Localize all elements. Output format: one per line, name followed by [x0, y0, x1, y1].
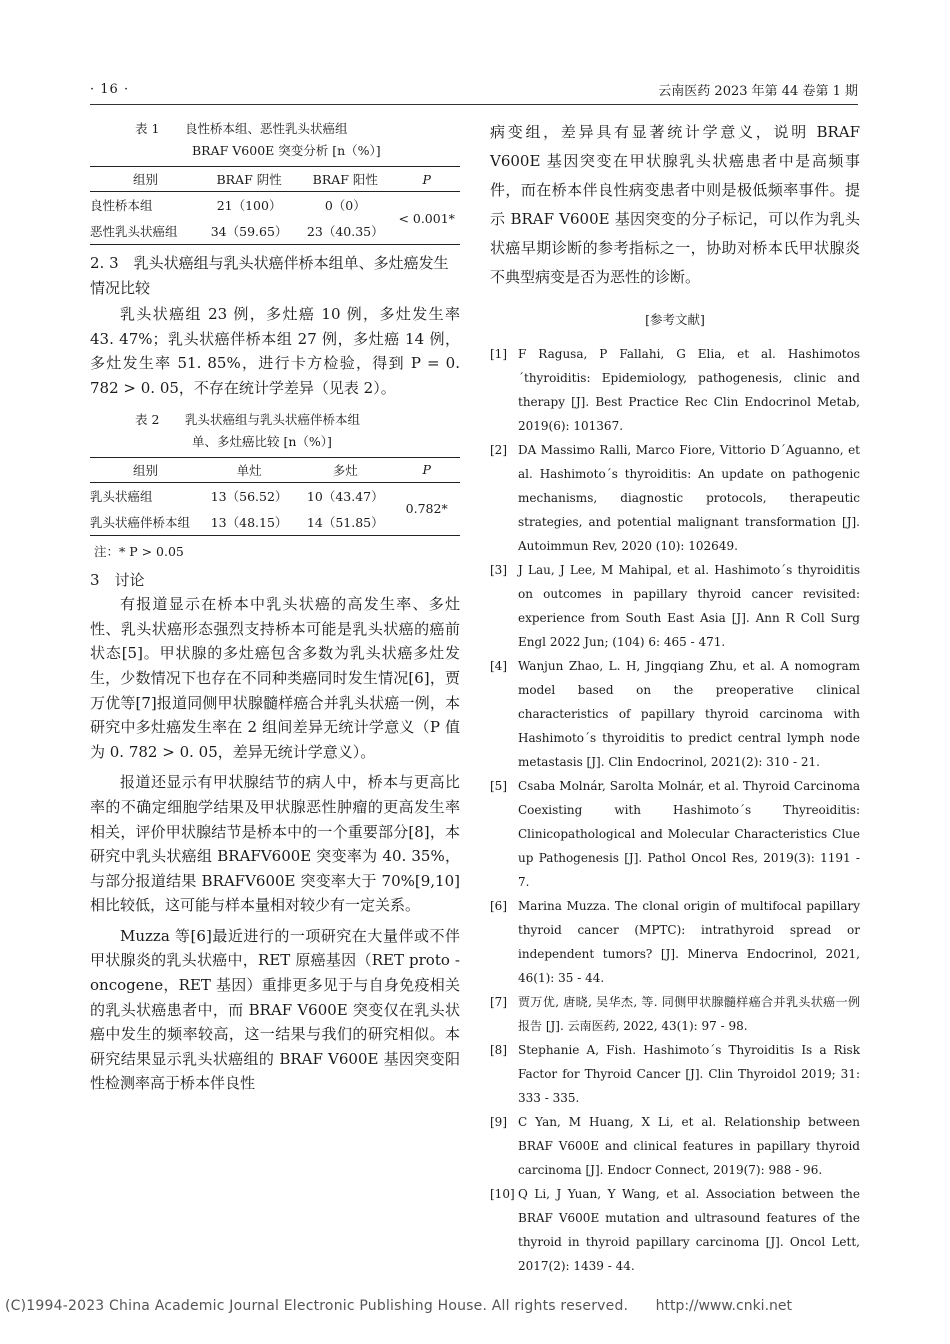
table2-col-header: 多灶 — [297, 457, 393, 482]
right-column — [490, 118, 860, 1278]
list-item — [490, 342, 860, 438]
reference-number: [5] — [490, 779, 507, 793]
copyright-footer: (C)1994-2023 China Academic Journal Electronic Publishing House. All rights reserved. — [5, 1298, 629, 1314]
left-column — [90, 118, 460, 1096]
table-cell: 0（0） — [324, 198, 366, 213]
reference-text: Csaba Molnár, Sarolta Molnár, et al. Thyroid Carcinoma Coexisting with Hashimoto´s Thyreoiditis: Clinicopathological and Molecular Characteristics Clue up Pathogenesis [J]. Pathol Oncol Res, 2019(3): 1191 - 7. — [518, 779, 860, 889]
table1-caption — [90, 118, 460, 162]
table1-p-value: < 0.001* — [393, 192, 460, 245]
discussion-paragraph-1: 有报道显示在桥本中乳头状癌的高发生率、多灶性、乳头状癌形态强烈支持桥本可能是乳头状癌的癌前状态[5]。甲状腺的多灶癌包含多数为乳头状癌多灶发生，少数情况下也存在不同种类癌同时发生情况[6]，贾万优等[7]报道同侧甲状腺髓样癌合并乳头状癌一例，本研究中多灶癌发生率在 2 组间差异无统计学意义（P 值为 0. 782 > 0. 05，差异无统计学意义）。 — [90, 595, 460, 761]
reference-text: C Yan, M Huang, X Li, et al. Relationship between BRAF V600E and clinical features in papillary thyroid carcinoma [J]. Endocr Connect, 2019(7): 988 - 96. — [518, 1115, 860, 1177]
reference-number: [2] — [490, 443, 507, 457]
table1-col-header: 组别 — [90, 167, 201, 192]
table-cell: 34（59.65） — [201, 218, 297, 245]
table2-note: 注：* P > 0.05 — [94, 543, 184, 559]
reference-text: Marina Muzza. The clonal origin of multifocal papillary thyroid cancer (MPTC): intrathyroid spread or independent tumors? [J]. Minerva Endocrinol, 2021, 46(1): 35 - 44. — [518, 899, 860, 985]
reference-number: [10] — [490, 1187, 515, 1201]
reference-text: Stephanie A, Fish. Hashimoto´s Thyroiditis Is a Risk Factor for Thyroid Cancer [J]. Clin Thyroidol 2019; 31: 333 - 335. — [518, 1043, 860, 1105]
table2-col-header: P — [393, 457, 460, 482]
section-3-heading: 3 讨论 — [90, 570, 145, 589]
table1-title-line2: BRAF V600E 突变分析 [n（%）] — [192, 143, 381, 158]
reference-number: [9] — [490, 1115, 507, 1129]
table1-number: 表 1 — [135, 121, 160, 136]
reference-number: [4] — [490, 659, 507, 673]
table-cell: 13（56.52） — [210, 488, 288, 504]
table-cell: 乳头状癌伴桥本组 — [90, 509, 201, 536]
list-item — [490, 894, 860, 990]
list-item — [490, 558, 860, 654]
list-item — [490, 774, 860, 894]
reference-text: 贾万优, 唐晓, 吴华杰, 等. 同侧甲状腺髓样癌合并乳头状癌一例报告 [J]. 云南医药, 2022, 43(1): 97 - 98. — [518, 995, 860, 1033]
reference-number: [7] — [490, 995, 507, 1009]
list-item — [490, 438, 860, 558]
reference-text: F Ragusa, P Fallahi, G Elia, et al. Hashimotos´thyroiditis: Epidemiology, pathogenesis, clinic and therapy [J]. Best Practice Rec Clin Endocrinol Metab, 2019(6): 101367. — [518, 347, 860, 433]
table1 — [90, 166, 460, 245]
table-cell: 14（51.85） — [297, 509, 393, 536]
table-cell: 21（100） — [216, 198, 282, 213]
table2-p-value: 0.782* — [393, 482, 460, 535]
discussion-paragraph-3: Muzza 等[6]最近进行的一项研究在大量伴或不伴甲状腺炎的乳头状癌中，RET 原癌基因（RET proto - oncogene，RET 基因）重排更多见于与自身免疫相关的乳头状癌患者中，而 BRAF V600E 突变仅在乳头状癌中发生的频率较高，这一结果与我们的研究相似。本研究结果显示乳头状癌组的 BRAF V600E 基因突变阳性检测率高于桥本伴良性 — [90, 926, 460, 1093]
list-item — [490, 1110, 860, 1182]
table1-title-line1: 良性桥本组、恶性乳头状癌组 — [185, 121, 348, 136]
reference-number: [1] — [490, 347, 507, 361]
reference-number: [3] — [490, 563, 507, 577]
table2 — [90, 457, 460, 536]
section-2-3-heading: 2. 3 乳头状癌组与乳头状癌伴桥本组单、多灶癌发生情况比较 — [90, 254, 449, 297]
table-cell: 10（43.47） — [306, 488, 384, 504]
table1-col-header: P — [393, 167, 460, 192]
references-title: [参考文献] — [645, 312, 705, 327]
list-item — [490, 1182, 860, 1278]
list-item — [490, 654, 860, 774]
table-cell: 乳头状癌组 — [90, 488, 153, 504]
table-cell: 良性桥本组 — [90, 198, 153, 213]
table2-caption — [90, 409, 460, 453]
reference-list — [490, 342, 860, 1278]
section-2-3-paragraph: 乳头状癌组 23 例，多灶癌 10 例，多灶发生率 43. 47%；乳头状癌伴桥本组 27 例，多灶癌 14 例，多灶发生率 51. 85%，进行卡方检验，得到 P = 0. 782 > 0. 05，不存在统计学差异（见表 2）。 — [90, 305, 460, 397]
table-cell: 恶性乳头状癌组 — [90, 218, 201, 245]
table-row — [90, 192, 460, 219]
header-rule — [90, 104, 858, 105]
reference-number: [8] — [490, 1043, 507, 1057]
table2-number: 表 2 — [135, 411, 160, 427]
discussion-continuation: 病变组，差异具有显著统计学意义，说明 BRAF V600E 基因突变在甲状腺乳头状癌患者中是高频事件，而在桥本伴良性病变患者中则是极低频率事件。提示 BRAF V600E 基因突变的分子标记，可以作为乳头状癌早期诊断的参考指标之一，协助对桥本氏甲状腺炎不典型病变是否为恶性的诊断。 — [490, 123, 860, 286]
reference-text: J Lau, J Lee, M Mahipal, et al. Hashimoto´s thyroiditis on outcomes in papillary thyroid cancer revisited: experience from South East Asia [J]. Ann R Coll Surg Engl 2022 Jun; (104) 6: 465 - 471. — [518, 563, 860, 649]
list-item — [490, 1038, 860, 1110]
discussion-paragraph-2: 报道还显示有甲状腺结节的病人中，桥本与更高比率的不确定细胞学结果及甲状腺恶性肿瘤的更高发生率相关，评价甲状腺结节是桥本中的一个重要部分[8]，本研究中乳头状癌组 BRAFV600E 突变率为 40. 35%，与部分报道结果 BRAFV600E 突变率大于 70%[9,10]相比较低，这可能与样本量相对较少有一定关系。 — [90, 773, 460, 915]
table1-col-header: BRAF 阳性 — [297, 167, 393, 192]
table2-title-line1: 乳头状癌组与乳头状癌伴桥本组 — [185, 411, 361, 427]
journal-title: 云南医药 2023 年第 44 卷第 1 期 — [658, 84, 858, 99]
table-cell: 23（40.35） — [297, 218, 393, 245]
table2-col-header: 单灶 — [201, 457, 297, 482]
table2-title-line2: 单、多灶癌比较 [n（%）] — [192, 433, 332, 449]
page-number: · 16 · — [90, 82, 130, 97]
reference-text: Q Li, J Yuan, Y Wang, et al. Association between the BRAF V600E mutation and ultrasound features of the thyroid in thyroid papillary carcinoma [J]. Oncol Lett, 2017(2): 1439 - 44. — [518, 1187, 860, 1273]
reference-text: Wanjun Zhao, L. H, Jingqiang Zhu, et al. A nomogram model based on the preoperative clinical characteristics of papillary thyroid carcinoma with Hashimoto´s thyroiditis to predict central lymph node metastasis [J]. Clin Endocrinol, 2021(2): 310 - 21. — [518, 659, 860, 769]
footer-url: http://www.cnki.net — [655, 1298, 792, 1314]
table2-col-header: 组别 — [90, 457, 201, 482]
reference-number: [6] — [490, 899, 507, 913]
table1-col-header: BRAF 阴性 — [201, 167, 297, 192]
list-item — [490, 990, 860, 1038]
table-row — [90, 482, 460, 509]
reference-text: DA Massimo Ralli, Marco Fiore, Vittorio D´Aguanno, et al. Hashimoto´s thyroiditis: An update on pathogenic mechanisms, diagnostic protocols, therapeutic strategies, and potential malignant transformation [J]. Autoimmun Rev, 2020 (10): 102649. — [518, 443, 860, 553]
table-cell: 13（48.15） — [201, 509, 297, 536]
